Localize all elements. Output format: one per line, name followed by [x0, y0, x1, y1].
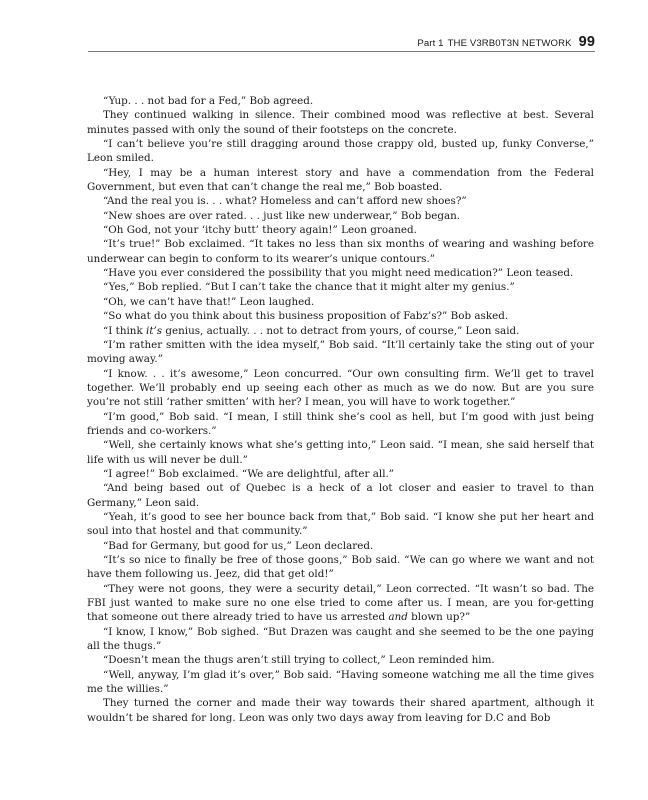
paragraph: “New shoes are over rated. . . just like new underwear,” Bob began.: [103, 209, 461, 222]
header-rule: [88, 51, 595, 52]
paragraph: They continued walking in silence. Their combined mood was reflective at best. Several minutes passed with only the sound of their footsteps on the concrete.: [87, 109, 594, 136]
running-header: [417, 34, 595, 50]
paragraph: “I can’t believe you’re still dragging around those crappy old, busted up, funky Converse,” Leon smiled.: [87, 138, 594, 165]
paragraph: “Well, anyway, I’m glad it’s over,” Bob said. “Having someone watching me all the time gives me the willies.”: [87, 668, 594, 696]
paragraph: “I know, I know,” Bob sighed. “But Drazen was caught and she seemed to be the one paying all the thugs.”: [87, 625, 594, 653]
paragraph: “Yes,” Bob replied. “But I can’t take the chance that it might alter my genius.”: [103, 281, 515, 294]
paragraph: “Yeah, it’s good to see her bounce back from that,” Bob said. “I know she put her heart and soul into that hostel and that community.”: [87, 510, 594, 538]
paragraph: “Bad for Germany, but good for us,” Leon declared.: [103, 539, 374, 552]
paragraph: “It’s so nice to finally be free of those goons,” Bob said. “We can go where we want and not have them following us. Jeez, did that get old!”: [87, 554, 594, 581]
paragraph: “I agree!” Bob exclaimed. “We are delightful, after all.”: [103, 467, 395, 480]
paragraph: “I know. . . it’s awesome,” Leon concurred. “Our own consulting firm. We’ll get to travel together. We’ll probably end up seeing each other as much as we do now. But are you sure you’re not still ‘rather smitten’ with her? I mean, you will have to work together.”: [87, 367, 594, 409]
paragraph: “Hey, I may be a human interest story and have a commendation from the Federal Government, but even that can’t change the real me,” Bob boasted.: [87, 166, 594, 194]
paragraph: “It’s true!” Bob exclaimed. “It takes no less than six months of wearing and washing before underwear can begin to conform to its wearer’s unique contours.”: [87, 238, 594, 265]
paragraph: “Oh God, not your ‘itchy butt’ theory again!” Leon groaned.: [103, 224, 417, 237]
page-number: 99: [578, 34, 595, 50]
section-title: THE V3RB0T3N NETWORK: [447, 38, 572, 49]
paragraph: “And being based out of Quebec is a heck of a lot closer and easier to travel to than Germany,” Leon said.: [87, 482, 594, 509]
body-text: [87, 94, 594, 725]
paragraph: “Have you ever considered the possibility that you might need medication?” Leon teased.: [103, 267, 574, 280]
paragraph: They turned the corner and made their way towards their shared apartment, although it wouldn’t be shared for long. Leon was only two days away from leaving for D.C and Bob: [87, 697, 594, 724]
paragraph: “Oh, we can’t have that!” Leon laughed.: [103, 295, 315, 308]
paragraph: “They were not goons, they were a security detail,” Leon corrected. “It wasn’t so bad. The FBI just wanted to make sure no one else tried to come after us. I mean, are you for-getting that someone out there already tried to have us arrested and blown up?”: [87, 582, 594, 624]
paragraph: “I’m rather smitten with the idea myself,” Bob said. “It’ll certainly take the sting out of your moving away.”: [87, 338, 594, 366]
part-label: Part 1: [417, 38, 444, 49]
paragraph: “Doesn’t mean the thugs aren’t still trying to collect,” Leon reminded him.: [103, 654, 495, 667]
paragraph: “I think it’s genius, actually. . . not to detract from yours, of course,” Leon said.: [103, 324, 520, 337]
paragraph: “I’m good,” Bob said. “I mean, I still think she’s cool as hell, but I’m good with just being friends and co-workers.”: [87, 410, 594, 437]
paragraph: “And the real you is. . . what? Homeless and can’t afford new shoes?”: [103, 195, 467, 208]
paragraph: “So what do you think about this business proposition of Fabz’s?” Bob asked.: [103, 310, 509, 323]
paragraph: “Yup. . . not bad for a Fed,” Bob agreed.: [103, 95, 314, 107]
paragraph: “Well, she certainly knows what she’s getting into,” Leon said. “I mean, she said herself that life with us will never be dull.”: [87, 439, 594, 466]
